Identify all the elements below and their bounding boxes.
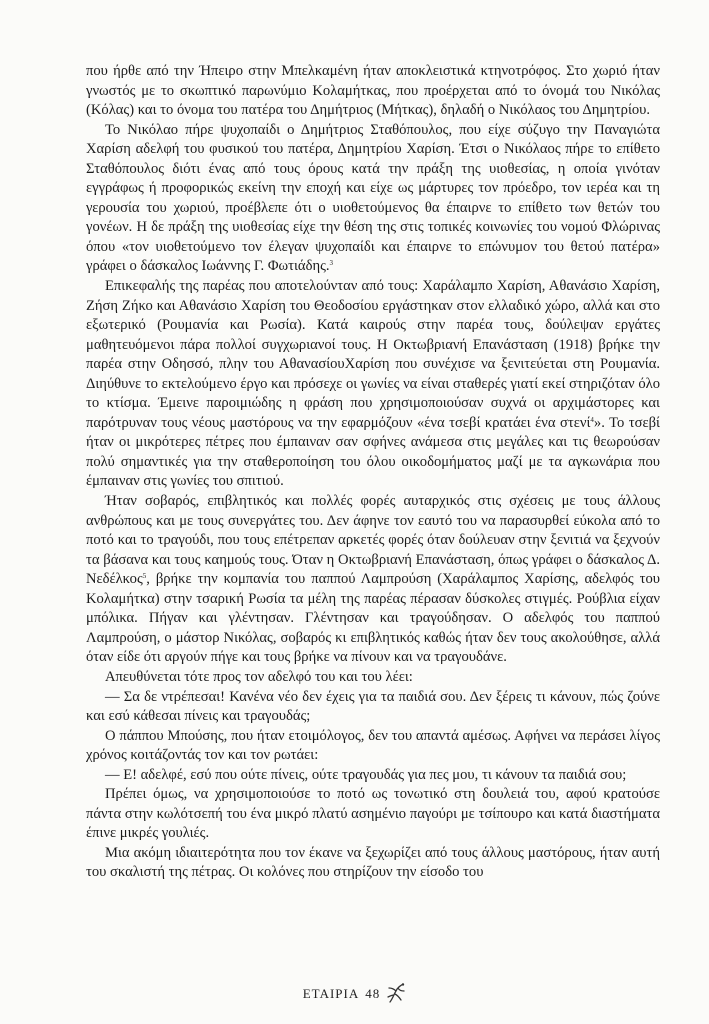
paragraph-3: Επικεφαλής της παρέας που αποτελούνταν από τους: Χαράλαμπο Χαρίση, Αθανάσιο Χαρίση, Ζήση Ζήκο και Αθανάσιο Χαρίση του Θεοδοσίου εργάστηκαν στον ελλαδικό χώρο, αλλά και στο εξωτερικό (Ρουμανία και Ρωσία). Κατά καιρούς στην παρέα τους, δούλεψαν εργάτες μαθητευόμενοι πάρα πολλοί συγχωριανοί τους. Η Οκτωβριανή Επανάσταση (1918) βρήκε την παρέα στην Οδησσό, πλην του ΑθανασίουΧαρίση που συνέχισε να ξενιτεύεται στη Ρουμανία. Διηύθυνε το εκτελούμενο έργο και πρόσεχε οι γωνίες να είναι σταθερές γιατί εκεί στηριζόταν όλο το κτίσμα. Έμεινε παροιμιώδης η φράση που χρησιμοποιούσαν συχνά οι αρχιμάστορες και παρότρυναν τους νέους μαστόρους να την εφαρμόζουν «ένα τσεβί κρατάει ένα στενί$^4$». Το τσεβί ήταν οι μικρότερες πέτρες που έμπαιναν σαν σφήνες ανάμεσα στις μεγάλες και τις θεωρούσαν πολύ σημαντικές για την σταθεροποίηση του όλου οικοδομήματος μαζί με τα αγκωνάρια που έμπαιναν στις γωνίες του σπιτιού. [86, 278, 660, 490]
paragraph-5: Απευθύνεται τότε προς τον αδελφό του και του λέει: [105, 668, 413, 685]
paragraph-8: Μια ακόμη ιδιαιτερότητα που τον έκανε να ξεχωρίζει από τους άλλους μαστόρους, ήταν αυτή του σκαλιστή της πέτρας. Οι κολόνες που στηρίζουν την είσοδο του [86, 844, 660, 881]
footnote-ref-5: 5 [142, 572, 147, 581]
dialogue-2: — Ε! αδελφέ, εσύ που ούτε πίνεις, ούτε τραγουδάς για πες μου, τι κάνουν τα παιδιά σου; [105, 766, 627, 783]
paragraph-1: που ήρθε από την Ήπειρο στην Μπελκαμένη ήταν αποκλειστικά κτηνοτρόφος. Στο χωριό ήταν γνωστός με το σκωπτικό παρωνύμιο Κολαμήτκας, που προέρχεται από το όνομά του Νικόλας (Κόλας) και το όνομα του πατέρα του Δημήτριος (Μήτκας), δηλαδή ο Νικόλαος του Δημητρίου. [86, 63, 660, 119]
paragraph-2: Το Νικόλαο πήρε ψυχοπαίδι ο Δημήτριος Σταθόπουλος, που είχε σύζυγο την Παναγιώτα Χαρίση αδελφή του φυσικού του πατέρα, Δημητρίου Χαρίση. Έτσι ο Νικόλαος πήρε το επίθετο Σταθόπουλος διότι ένας από τους όρους κατά την πράξη της υιοθεσίας, η οποία γινόταν εγγράφως ή προφορικώς εκείνη την εποχή και είχε ως μάρτυρες τον πρόεδρο, τον ιερέα και τη γερουσία του χωριού, προέβλεπε ότι ο υιοθετούμενος θα έπαιρνε το επίθετο των θετών του γονέων. Η δε πράξη της υιοθεσίας είχε την θέση της στις τοπικές κοινωνίες του νομού Φλώρινας όπου «τον υιοθετούμενο τον έλεγαν ψυχοπαίδι και έπαιρνε το επώνυμον του θετού πατέρα» γράφει ο δάσκαλος Ιωάννης Γ. Φωτιάδης.$^3$ [86, 121, 660, 275]
ornament-icon [386, 982, 406, 1008]
paragraph-4: Ήταν σοβαρός, επιβλητικός και πολλές φορές αυταρχικός στις σχέσεις με τους άλλους ανθρώπους και με τους συνεργάτες του. Δεν άφηνε τον εαυτό του να παρασυρθεί εύκολα από το ποτό και το τραγούδι, που τους επέτρεπαν αρκετές φορές όταν δούλευαν στην ξενιτιά να ξεχνούν τα βάσανα και τους καημούς τους. Όταν η Οκτωβριανή Επανάσταση, όπως γράφει ο δάσκαλος Δ. Νεδέλκος$^5$, βρήκε την κομπανία του παππού Λαμπρούση (Χαράλαμπος Χαρίσης, αδελφός του Κολαμήτκα) στην τσαρική Ρωσία τα μέλη της παρέας πέρασαν δύσκολες στιγμές. Ρούβλια είχαν μπόλικα. Πήγαν και γλέντησαν. Γλέντησαν και τραγούδησαν. Ο αδελφός του παππού Λαμπρούση, ο μάστορ Νικόλας, σοβαρός κι επιβλητικός καθώς ήταν δεν τους ακολούθησε, αλλά όταν είδε ότι αργούν πήγε και τους βρήκε να πίνουν και να τραγουδάνε. [86, 493, 660, 666]
paragraph-6: Ο πάππου Μπούσης, που ήταν ετοιμόλογος, δεν του απαντά αμέσως. Αφήνει να περάσει λίγος χρόνος κοιτάζοντάς τον και τον ρωτάει: [86, 727, 660, 764]
dialogue-1: — Σα δε ντρέπεσαι! Κανένα νέο δεν έχεις για τα παιδιά σου. Δεν ξέρεις τι κάνουν, πώς ζούνε και εσύ κάθεσαι πίνεις και τραγουδάς; [86, 688, 660, 725]
page-number: 48 [365, 986, 381, 1001]
paragraph-7: Πρέπει όμως, να χρησιμοποιούσε το ποτό ως τονωτικό στη δουλειά του, αφού κρατούσε πάντα στην κωλότσεπή του ένα μικρό πλατύ ασημένιο παγούρι με τσίπουρο και κατά διαστήματα έπινε μικρές γουλιές. [86, 786, 660, 842]
page-footer [0, 982, 709, 1008]
body-text [86, 62, 660, 883]
footnote-ref-4: 4 [590, 415, 594, 424]
footer-title: ΕΤΑΙΡΙΑ [302, 986, 360, 1001]
footnote-ref-3: 3 [329, 259, 334, 268]
